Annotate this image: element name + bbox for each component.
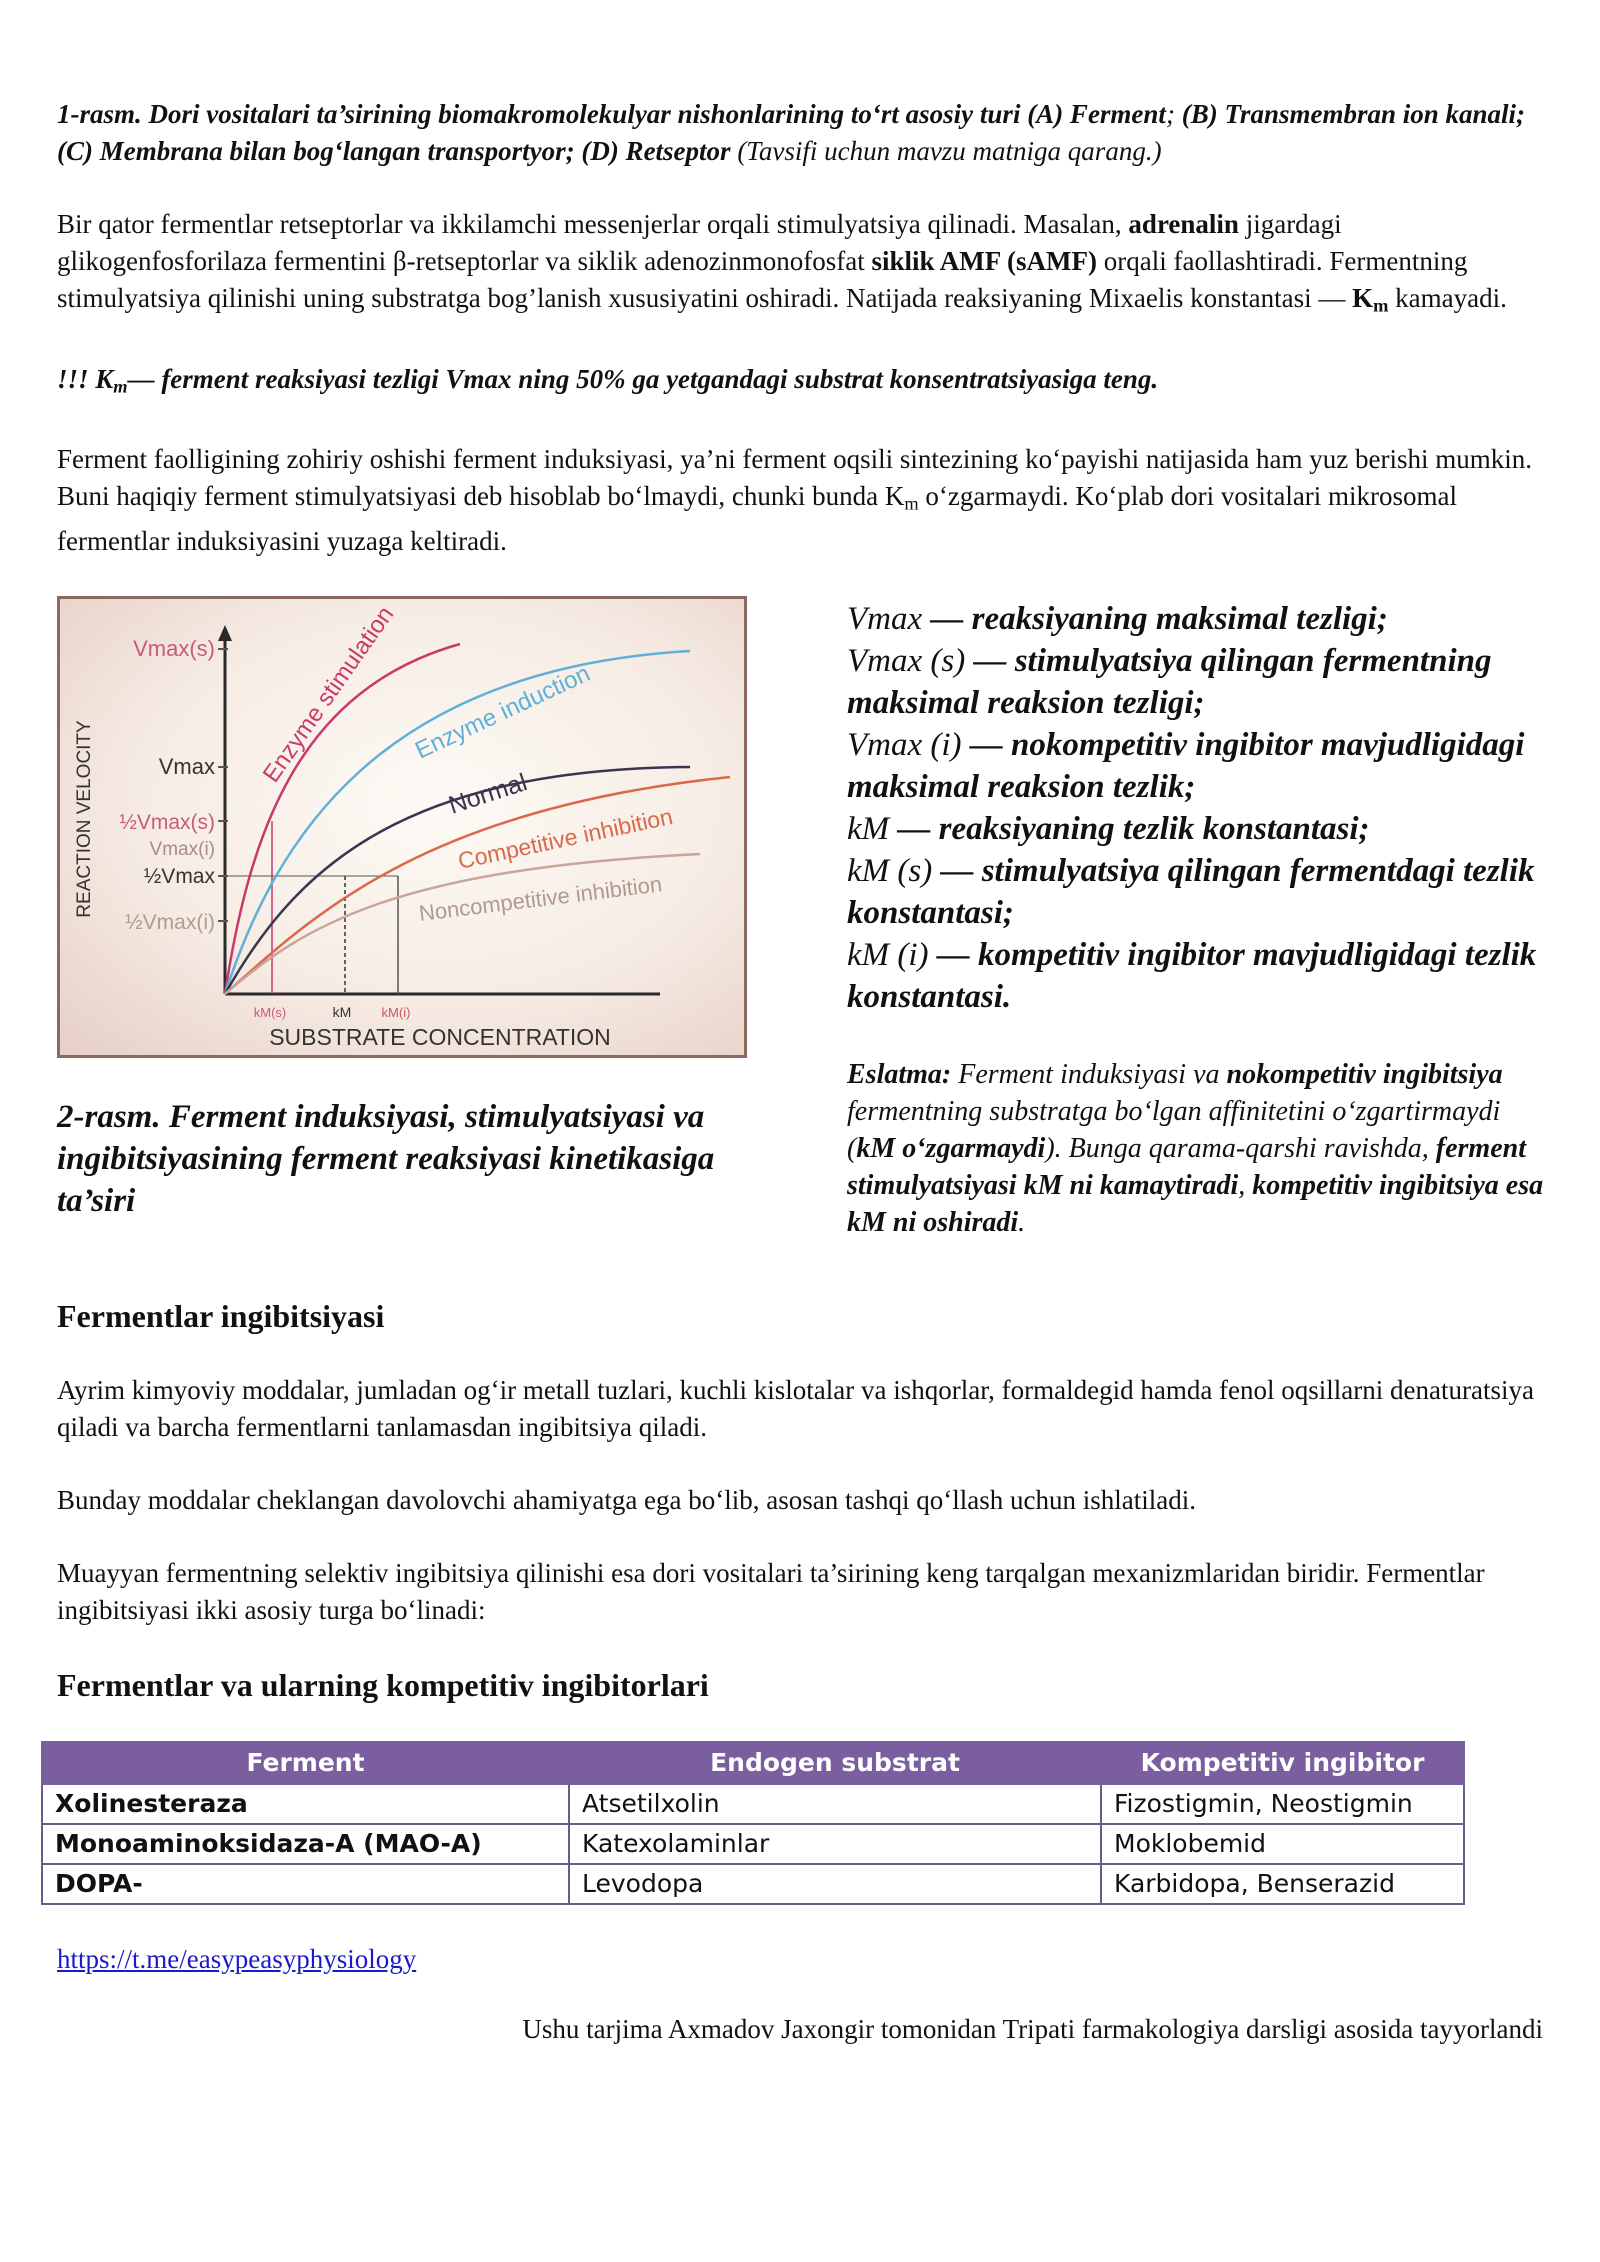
legend-item: Vmax — reaksiyaning maksimal tezligi; (847, 600, 1388, 637)
legend-item: Vmax (s) — stimulyatsiya qilingan fermentning maksimal reaksion tezligi; (847, 642, 1492, 721)
paragraph-induction: Ferment faolligining zohiriy oshishi ferment induksiyasi, ya’ni ferment oqsili sintezining ko‘payishi natijasida ham yuz berishi mumkin. Buni haqiqiy ferment stimulyatsiyasi deb hisoblab bo‘lmaydi, chunki bunda $K_m$ o‘zgarmaydi. Ko‘plab dori vositalari mikrosomal fermentlar induksiyasini yuzaga keltiradi. (57, 444, 1532, 556)
label-enzyme-stimulation: Enzyme stimulation (257, 601, 400, 788)
legend-item: kM — reaksiyaning tezlik konstantasi; (847, 810, 1370, 847)
table-cell: Fizostigmin, Neostigmin (1101, 1784, 1464, 1824)
chart-legend-text (847, 598, 1547, 1018)
paragraph-selective-inhibition: Muayyan fermentning selektiv ingibitsiya qilinishi esa dori vositalari ta’sirining keng tarqalgan mexanizmlaridan biridir. Fermentlar ingibitsiyasi ikki asosiy turga bo‘linadi: (57, 1557, 1485, 1625)
table-cell: Katexolaminlar (569, 1824, 1101, 1864)
y-tick-vmax-s: Vmax(s) (133, 635, 215, 661)
y-tick-vmax-i: Vmax(i) (149, 838, 215, 860)
table-cell: Moklobemid (1101, 1824, 1464, 1864)
translation-credit: Ushu tarjima Axmadov Jaxongir tomonidan Tripati farmakologiya darsligi asosida tayyorlandi (522, 2013, 1543, 2044)
note-block: Eslatma: Ferment induksiyasi va nokompetitiv ingibitsiya fermentning substratga bo‘lgan affinitetini o‘zgartirmaydi (kM o‘zgarmaydi). Bunga qarama-qarshi ravishda, ferment stimulyatsiyasi kM ni kamaytiradi, kompetitiv ingibitsiya esa kM ni oshiradi. (847, 1058, 1544, 1238)
label-noncompetitive-inhibition: Noncompetitive inhibition (417, 871, 664, 926)
km-definition: !!! $K_m—$ ferment reaksiyasi tezligi Vmax ning 50% ga yetgandagi substrat konsentratsiyasiga teng. (57, 363, 1159, 397)
table-cell: Karbidopa, Benserazid (1101, 1864, 1464, 1904)
paragraph-adrenalin: Bir qator fermentlar retseptorlar va ikkilamchi messenjerlar orqali stimulyatsiya qilinadi. Masalan, adrenalin jigardagi glikogenfosforilaza fermentini β-retseptorlar va siklik adenozinmonofosfat siklik AMF (sAMF) orqali faollashtiradi. Fermentning stimulyatsiya qilinishi uning substratga bog’lanish xususiyatini oshiradi. Natijada reaksiyaning Mixaelis konstantasi — $K_m$ kamayadi. (57, 209, 1507, 316)
telegram-link[interactable]: https://t.me/easypeasyphysiology (57, 1943, 417, 1974)
paragraph-denaturation: Ayrim kimyoviy moddalar, jumladan og‘ir metall tuzlari, kuchli kislotalar va ishqorlar, formaldegid hamda fenol oqsillarni denaturatsiya qiladi va barcha fermentlarni tanlamasdan ingibitsiya qiladi. (57, 1374, 1534, 1442)
y-tick-half-vmax: ½Vmax (143, 864, 215, 888)
y-axis-arrow (218, 625, 232, 641)
y-tick-half-vmax-i: ½Vmax(i) (125, 910, 215, 934)
table-row (42, 1864, 1464, 1904)
table-cell: Levodopa (569, 1864, 1101, 1904)
x-tick-km-i: kM(i) (381, 1004, 411, 1020)
table-cell: Atsetilxolin (569, 1784, 1101, 1824)
table-row (42, 1784, 1464, 1824)
table-header-row (42, 1742, 1464, 1784)
table-cell: Monoaminoksidaza-A (MAO-A) (42, 1824, 569, 1864)
table-header: Ferment (42, 1742, 569, 1784)
table-header: Endogen substrat (569, 1742, 1101, 1784)
y-tick-vmax: Vmax (158, 753, 215, 779)
y-axis-label: REACTION VELOCITY (74, 720, 95, 918)
table-cell: Xolinesteraza (42, 1784, 569, 1824)
figure-2-caption: 2-rasm. Ferment induksiyasi, stimulyatsiyasi va ingibitsiyasining ferment reaksiyasi kinetikasiga ta’siri (57, 1098, 715, 1219)
label-competitive-inhibition: Competitive inhibition (455, 802, 675, 874)
legend-item: Vmax (i) — nokompetitiv ingibitor mavjudligidagi maksimal reaksion tezlik; (847, 726, 1525, 805)
paragraph-limited-use: Bunday moddalar cheklangan davolovchi ahamiyatga ega bo‘lib, asosan tashqi qo‘llash uchun ishlatiladi. (57, 1484, 1196, 1515)
y-tick-half-vmax-s: ½Vmax(s) (119, 810, 215, 834)
label-normal: Normal (445, 767, 531, 820)
legend-item: kM (s) — stimulyatsiya qilingan fermentdagi tezlik konstantasi; (847, 852, 1535, 931)
kinetics-chart (57, 596, 747, 1058)
figure-2-row (57, 596, 1547, 1296)
table-header: Kompetitiv ingibitor (1101, 1742, 1464, 1784)
label-enzyme-induction: Enzyme induction (411, 659, 595, 765)
x-tick-km: kM (332, 1003, 352, 1020)
document-page (57, 96, 1547, 2045)
figure-1-caption: 1-rasm. Dori vositalari ta’sirining biomakromolekulyar nishonlarining to‘rt asosiy turi (A) Ferment; (B) Transmembran ion kanali; (C) Membrana bilan bog‘langan transportyor; (D) Retseptor (Tavsifi uchun mavzu matniga qarang.) (57, 99, 1526, 166)
legend-item: kM (i) — kompetitiv ingibitor mavjudligidagi tezlik konstantasi. (847, 936, 1537, 1015)
kinetics-chart-svg (60, 599, 744, 1055)
x-axis-label: SUBSTRATE CONCENTRATION (269, 1023, 611, 1050)
x-tick-km-s: kM(s) (253, 1004, 287, 1020)
heading-competitive-inhibitors: Fermentlar va ularning kompetitiv ingibitorlari (57, 1666, 709, 1703)
table-cell: DOPA- (42, 1864, 569, 1904)
inhibitors-table (41, 1741, 1465, 1905)
heading-enzyme-inhibition: Fermentlar ingibitsiyasi (57, 1297, 385, 1334)
table-row (42, 1824, 1464, 1864)
